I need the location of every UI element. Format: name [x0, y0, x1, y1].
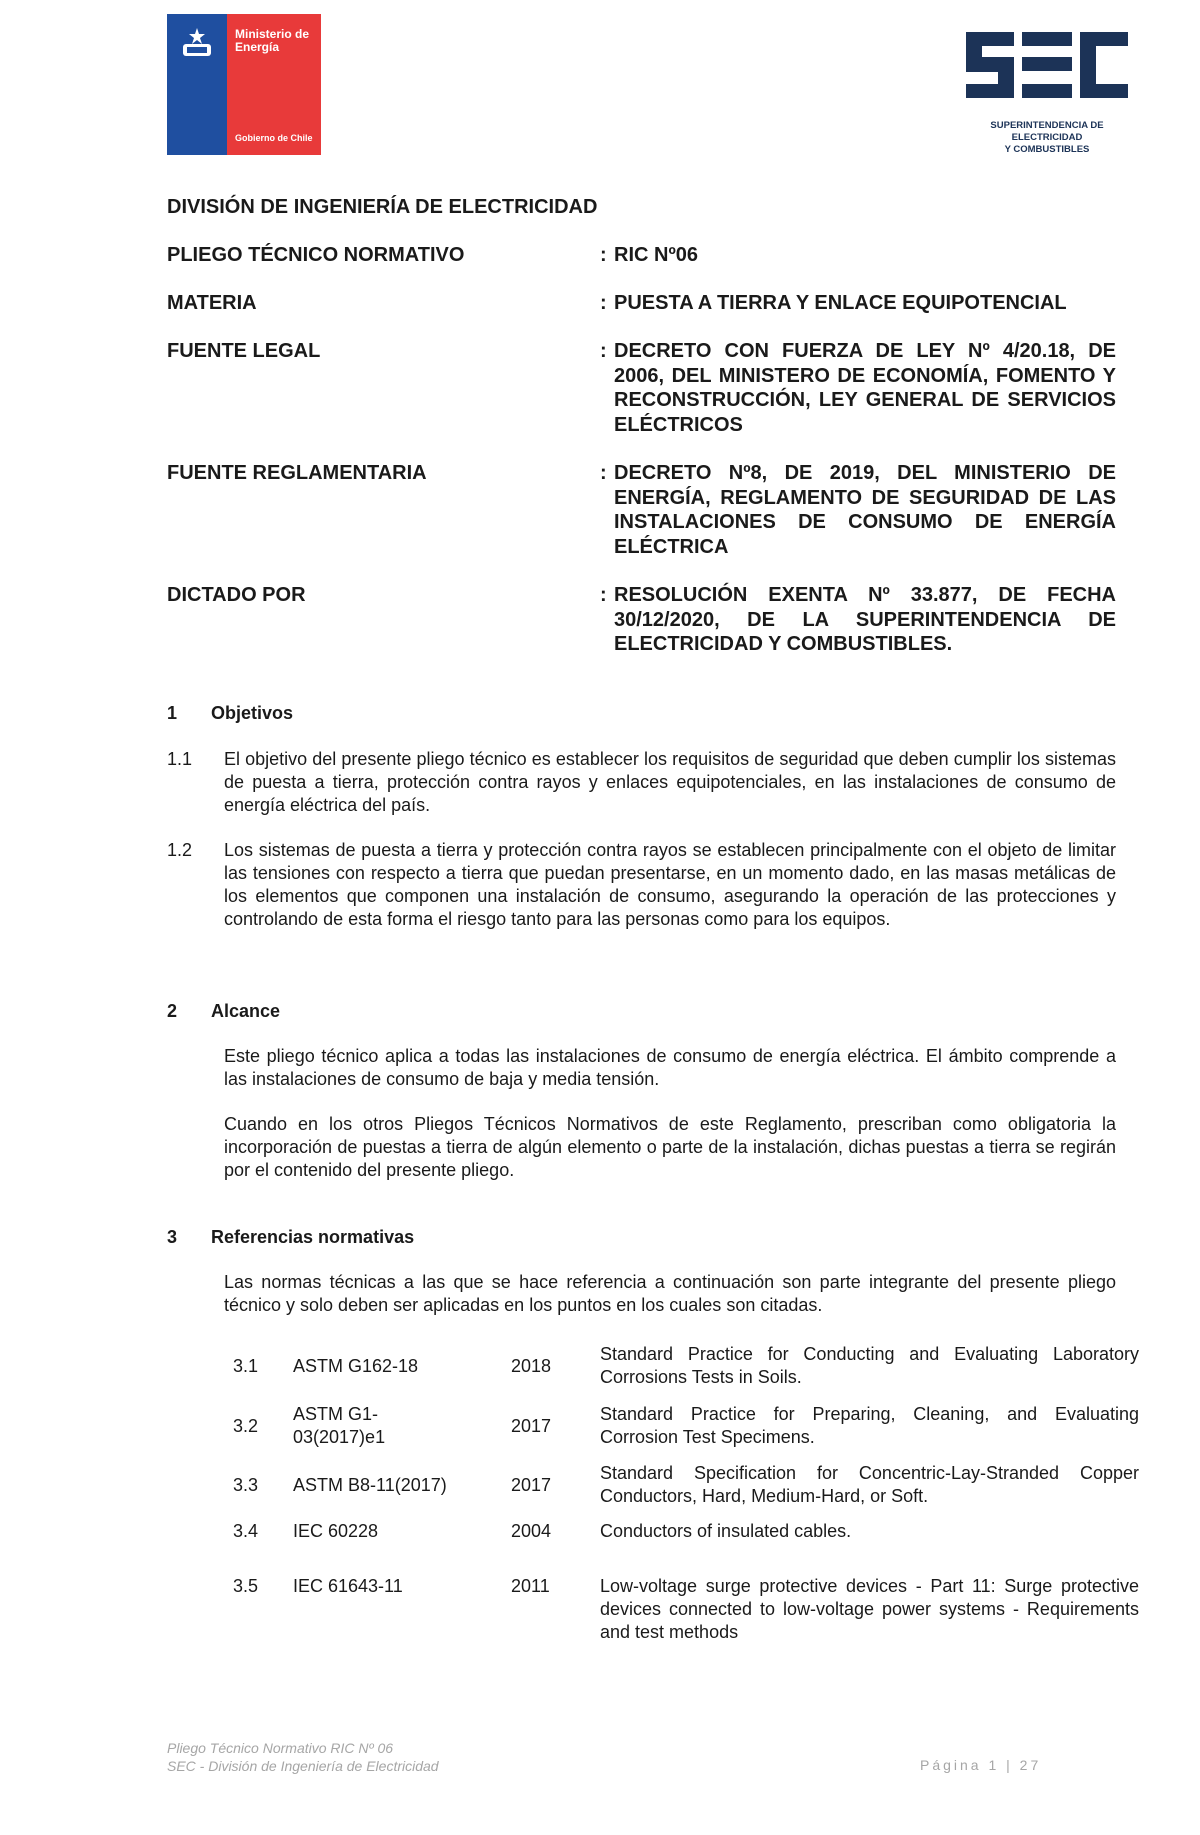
- section-2-heading: [167, 1001, 280, 1022]
- ref-code: ASTM G1-03(2017)e1: [293, 1404, 386, 1447]
- paragraph-number: 1.2: [167, 840, 193, 860]
- section-number: 1: [167, 703, 178, 723]
- paragraph-1-1: El objetivo del presente pliego técnico es establecer los requisitos de seguridad que deben cumplir los sistemas de puesta a tierra, protección contra rayos y enlaces equipotenciales, en las instalaciones de consumo de energía eléctrica del país.: [224, 749, 1116, 815]
- section-title: Referencias normativas: [211, 1227, 415, 1247]
- paragraph-2-b: Cuando en los otros Pliegos Técnicos Normativos de este Reglamento, prescriban como obligatoria la incorporación de puestas a tierra de algún elemento o parte de la instalación, dichas puestas a tierra se regirán por el contenido del presente pliego.: [224, 1114, 1116, 1180]
- ref-title: Standard Practice for Conducting and Evaluating Laboratory Corrosions Tests in Soils.: [600, 1344, 1139, 1387]
- ref-year: 2018: [511, 1356, 552, 1376]
- logo-blue-band: [167, 14, 227, 155]
- ref-number: 3.3: [233, 1475, 259, 1495]
- header-value-pliego: RIC Nº06: [614, 244, 698, 266]
- sec-subtitle-line2: Y COMBUSTIBLES: [1004, 144, 1090, 155]
- header-value-fuente-reglamentaria: DECRETO Nº8, DE 2019, DEL MINISTERIO DE ENERGÍA, REGLAMENTO DE SEGURIDAD DE LAS INSTALACIONES DE CONSUMO DE ENERGÍA ELÉCTRICA: [614, 462, 1116, 558]
- header-label-fuente-reglamentaria: FUENTE REGLAMENTARIA: [167, 462, 427, 484]
- header-value-fuente-legal: DECRETO CON FUERZA DE LEY Nº 4/20.18, DE 2006, DEL MINISTERO DE ECONOMÍA, FOMENTO Y RECONSTRUCCIÓN, LEY GENERAL DE SERVICIOS ELÉCTRICOS: [614, 340, 1116, 436]
- ref-number: 3.5: [233, 1576, 259, 1596]
- section-title: Alcance: [211, 1001, 281, 1021]
- sec-subtitle: [962, 120, 1132, 156]
- paragraph-number: 1.1: [167, 749, 193, 769]
- footer-line2: SEC - División de Ingeniería de Electricidad: [167, 1758, 439, 1774]
- ref-number: 3.2: [233, 1416, 259, 1436]
- header-colon: :: [600, 292, 607, 314]
- ministerio-line1: Ministerio de: [235, 27, 310, 41]
- logo-red-band: [227, 14, 321, 155]
- section-1-heading: [167, 703, 293, 724]
- ref-number: 3.1: [233, 1356, 259, 1376]
- page-number: Página 1 | 27: [920, 1757, 1042, 1773]
- division-title: DIVISIÓN DE INGENIERÍA DE ELECTRICIDAD: [167, 196, 598, 218]
- header-label-dictado-por: DICTADO POR: [167, 584, 306, 606]
- ref-year: 2017: [511, 1416, 552, 1436]
- ministerio-name: [235, 28, 309, 54]
- header-value-materia: PUESTA A TIERRA Y ENLACE EQUIPOTENCIAL: [614, 292, 1067, 314]
- ref-year: 2017: [511, 1475, 552, 1495]
- header-colon: :: [600, 340, 607, 362]
- sec-logo: [962, 24, 1132, 155]
- paragraph-1-2: Los sistemas de puesta a tierra y protección contra rayos se establecen principalmente con el objeto de limitar las tensiones con respecto a tierra que puedan presentarse, en un momento dado, en las masas metálicas de los elementos que componen una instalación de consumo, asegurando la operación de las protecciones y controlando de esta forma el riesgo tanto para las personas como para los equipos.: [224, 840, 1116, 929]
- ref-title: Standard Specification for Concentric-Lay-Stranded Copper Conductors, Hard, Medium-Hard, or Soft.: [600, 1463, 1139, 1506]
- header-colon: :: [600, 244, 607, 266]
- header-colon: :: [600, 462, 607, 484]
- paragraph-3: Las normas técnicas a las que se hace referencia a continuación son parte integrante del presente pliego técnico y solo deben ser aplicadas en los puntos en los cuales son citadas.: [224, 1272, 1116, 1315]
- ref-title: Standard Practice for Preparing, Cleaning, and Evaluating Corrosion Test Specimens.: [600, 1404, 1139, 1447]
- section-3-heading: [167, 1227, 414, 1248]
- footer: [167, 1739, 439, 1775]
- header-value-dictado-por: RESOLUCIÓN EXENTA Nº 33.877, DE FECHA 30/12/2020, DE LA SUPERINTENDENCIA DE ELECTRICIDAD Y COMBUSTIBLES.: [614, 584, 1116, 655]
- header-colon: :: [600, 584, 607, 606]
- coat-of-arms-icon: [177, 24, 217, 60]
- header-label-pliego: PLIEGO TÉCNICO NORMATIVO: [167, 244, 465, 266]
- section-title: Objetivos: [211, 703, 294, 723]
- paragraph-2-a: Este pliego técnico aplica a todas las instalaciones de consumo de energía eléctrica. El ámbito comprende a las instalaciones de consumo de baja y media tensión.: [224, 1046, 1116, 1089]
- section-number: 3: [167, 1227, 178, 1247]
- ministerio-line2: Energía: [235, 40, 280, 54]
- ref-code: ASTM B8-11(2017): [293, 1475, 447, 1495]
- ref-year: 2011: [511, 1576, 550, 1596]
- section-number: 2: [167, 1001, 178, 1021]
- ministerio-energia-logo: [167, 14, 321, 155]
- gobierno-label: Gobierno de Chile: [235, 133, 313, 143]
- ref-code: ASTM G162-18: [293, 1356, 419, 1376]
- header-label-materia: MATERIA: [167, 292, 257, 314]
- header-label-fuente-legal: FUENTE LEGAL: [167, 340, 321, 362]
- ref-title: Low-voltage surge protective devices - Part 11: Surge protective devices connected to low-voltage power systems - Requirements and test methods: [600, 1576, 1139, 1642]
- footer-line1: Pliego Técnico Normativo RIC Nº 06: [167, 1740, 394, 1756]
- ref-number: 3.4: [233, 1521, 259, 1541]
- ref-code: IEC 60228: [293, 1521, 379, 1541]
- ref-year: 2004: [511, 1521, 552, 1541]
- sec-logo-mark: [962, 24, 1132, 114]
- sec-subtitle-line1: SUPERINTENDENCIA DE ELECTRICIDAD: [990, 120, 1104, 143]
- ref-title: Conductors of insulated cables.: [600, 1521, 852, 1541]
- ref-code: IEC 61643-11: [293, 1576, 403, 1596]
